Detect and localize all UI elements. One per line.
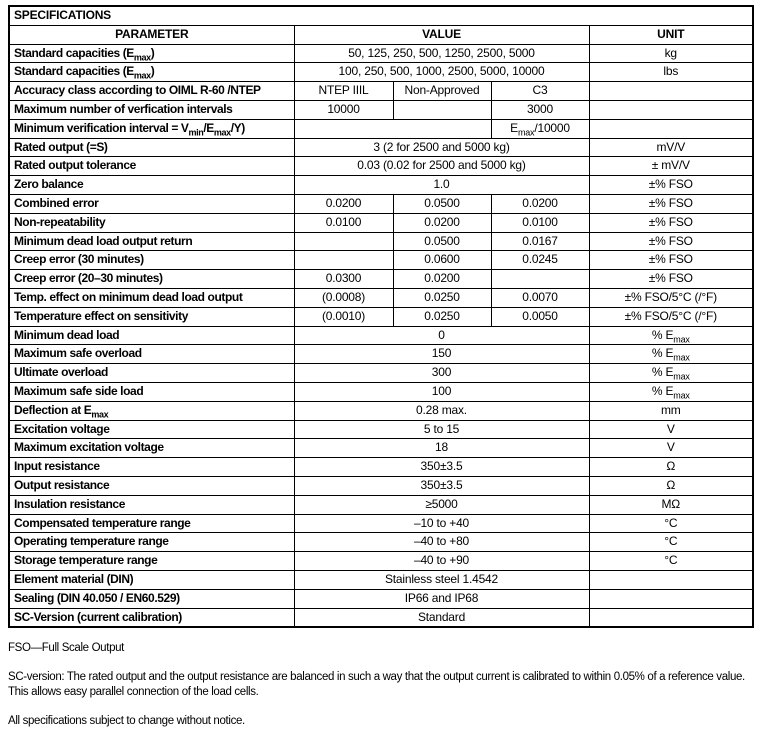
value-cell: 0.0200 [491,194,589,213]
parameter-cell: Temperature effect on sensitivity [9,307,294,326]
table-row [9,288,753,307]
value-cell: Standard [294,608,589,627]
value-cell: 3000 [491,100,589,119]
unit-cell: ± mV/V [589,157,753,176]
value-cell: IP66 and IP68 [294,589,589,608]
value-cell [491,270,589,289]
value-cell: –40 to +80 [294,533,589,552]
value-cell: 150 [294,345,589,364]
parameter-cell: Temp. effect on minimum dead load output [9,288,294,307]
table-row [9,476,753,495]
unit-cell: ±% FSO/5°C (/°F) [589,307,753,326]
parameter-cell: Creep error (30 minutes) [9,251,294,270]
parameter-cell: Element material (DIN) [9,570,294,589]
table-row [9,608,753,627]
unit-cell: % $E_{max}$ [589,345,753,364]
table-row [9,364,753,383]
table-row [9,514,753,533]
table-row [9,157,753,176]
table-row [9,420,753,439]
value-cell: 0.0050 [491,307,589,326]
parameter-cell: Insulation resistance [9,495,294,514]
parameter-cell: Storage temperature range [9,552,294,571]
parameter-cell: Excitation voltage [9,420,294,439]
value-cell: 10000 [294,100,393,119]
unit-cell: % $E_{max}$ [589,326,753,345]
table-row [9,194,753,213]
column-header-parameter: PARAMETER [9,25,294,44]
unit-cell: ±% FSO [589,251,753,270]
value-cell: 350±3.5 [294,476,589,495]
value-cell: 0.0200 [393,270,491,289]
value-cell: ≥5000 [294,495,589,514]
value-cell: 0.0250 [393,288,491,307]
parameter-cell: Output resistance [9,476,294,495]
value-cell: 0 [294,326,589,345]
parameter-cell: Minimum dead load output return [9,232,294,251]
value-cell: –40 to +90 [294,552,589,571]
parameter-cell: Deflection at $E_{max}$ [9,401,294,420]
unit-cell: lbs [589,63,753,82]
parameter-cell: Maximum number of verfication intervals [9,100,294,119]
unit-cell: ±% FSO [589,270,753,289]
value-cell [294,251,393,270]
table-row [9,401,753,420]
table-row [9,138,753,157]
parameter-cell: Maximum safe overload [9,345,294,364]
unit-cell: Ω [589,458,753,477]
table-title: SPECIFICATIONS [9,6,753,25]
table-row [9,458,753,477]
value-cell: 0.0167 [491,232,589,251]
unit-cell: ±% FSO [589,213,753,232]
table-title-row [9,6,753,25]
unit-cell [589,82,753,101]
unit-cell: ±% FSO [589,232,753,251]
value-cell: 0.0300 [294,270,393,289]
table-row [9,251,753,270]
value-cell: C3 [491,82,589,101]
parameter-cell: Non-repeatability [9,213,294,232]
unit-cell: V [589,420,753,439]
value-cell: 0.0100 [294,213,393,232]
unit-cell: °C [589,533,753,552]
unit-cell: °C [589,552,753,571]
table-row [9,439,753,458]
table-row [9,570,753,589]
parameter-cell: Sealing (DIN 40.050 / EN60.529) [9,589,294,608]
unit-cell [589,100,753,119]
column-header-value: VALUE [294,25,589,44]
value-cell: 1.0 [294,176,589,195]
footnote-sc-version: SC-version: The rated output and the output resistance are balanced in such a way that the output current is calibrated to within 0.05% of a reference value. This allows easy parallel connection of the load cells. [8,671,745,699]
parameter-cell: Operating temperature range [9,533,294,552]
value-cell: $E_{max}/10000$ [491,119,589,138]
unit-cell [589,608,753,627]
parameter-cell: Maximum excitation voltage [9,439,294,458]
table-row [9,119,753,138]
value-cell: 18 [294,439,589,458]
parameter-cell: Minimum dead load [9,326,294,345]
table-row [9,63,753,82]
value-cell: –10 to +40 [294,514,589,533]
value-cell: 0.0600 [393,251,491,270]
unit-cell: Ω [589,476,753,495]
unit-cell: % $E_{max}$ [589,364,753,383]
unit-cell: mm [589,401,753,420]
unit-cell [589,570,753,589]
unit-cell: ±% FSO [589,176,753,195]
table-row [9,232,753,251]
table-row [9,326,753,345]
table-row [9,82,753,101]
table-row [9,44,753,63]
table-row [9,213,753,232]
parameter-cell: Rated output (=S) [9,138,294,157]
parameter-cell: Compensated temperature range [9,514,294,533]
table-row [9,307,753,326]
value-cell: 350±3.5 [294,458,589,477]
parameter-cell: Input resistance [9,458,294,477]
value-cell: Non-Approved [393,82,491,101]
parameter-cell: Maximum safe side load [9,382,294,401]
table-row [9,589,753,608]
table-row [9,100,753,119]
unit-cell: % $E_{max}$ [589,382,753,401]
parameter-cell: Accuracy class according to OIML R-60 /NTEP [9,82,294,101]
value-cell: 0.0200 [393,213,491,232]
table-header-row [9,25,753,44]
value-cell: Stainless steel 1.4542 [294,570,589,589]
table-row [9,345,753,364]
unit-cell: ±% FSO [589,194,753,213]
unit-cell [589,119,753,138]
unit-cell: kg [589,44,753,63]
value-cell: 5 to 15 [294,420,589,439]
unit-cell: MΩ [589,495,753,514]
value-cell: 300 [294,364,589,383]
parameter-cell: Zero balance [9,176,294,195]
value-cell [294,232,393,251]
value-cell [294,119,491,138]
unit-cell: mV/V [589,138,753,157]
value-cell: 100, 250, 500, 1000, 2500, 5000, 10000 [294,63,589,82]
unit-cell: V [589,439,753,458]
table-row [9,533,753,552]
parameter-cell: Standard capacities $(E_{max})$ [9,63,294,82]
unit-cell [589,589,753,608]
table-row [9,495,753,514]
parameter-cell: Minimum verification interval = $V_{min}/E_{max}/Y$) [9,119,294,138]
value-cell: 0.0070 [491,288,589,307]
value-cell: NTEP IIIL [294,82,393,101]
footnote-disclaimer: All specifications subject to change without notice. [8,715,245,728]
table-row [9,552,753,571]
parameter-cell: Combined error [9,194,294,213]
value-cell: 0.0100 [491,213,589,232]
value-cell: 0.0500 [393,232,491,251]
value-cell: 0.28 max. [294,401,589,420]
value-cell: 100 [294,382,589,401]
column-header-unit: UNIT [589,25,753,44]
value-cell: (0.0008) [294,288,393,307]
value-cell: (0.0010) [294,307,393,326]
value-cell: 0.0500 [393,194,491,213]
value-cell: 3 (2 for 2500 and 5000 kg) [294,138,589,157]
specifications-table [8,5,754,628]
value-cell: 0.0200 [294,194,393,213]
unit-cell: °C [589,514,753,533]
value-cell: 0.03 (0.02 for 2500 and 5000 kg) [294,157,589,176]
parameter-cell: Rated output tolerance [9,157,294,176]
value-cell [393,100,491,119]
value-cell: 0.0250 [393,307,491,326]
table-row [9,382,753,401]
parameter-cell: SC-Version (current calibration) [9,608,294,627]
table-row [9,176,753,195]
parameter-cell: Ultimate overload [9,364,294,383]
footnote-fso: FSO—Full Scale Output [8,642,125,655]
footnotes [8,641,756,729]
parameter-cell: Standard capacities $(E_{max})$ [9,44,294,63]
value-cell: 0.0245 [491,251,589,270]
parameter-cell: Creep error (20–30 minutes) [9,270,294,289]
value-cell: 50, 125, 250, 500, 1250, 2500, 5000 [294,44,589,63]
table-row [9,270,753,289]
unit-cell: ±% FSO/5°C (/°F) [589,288,753,307]
